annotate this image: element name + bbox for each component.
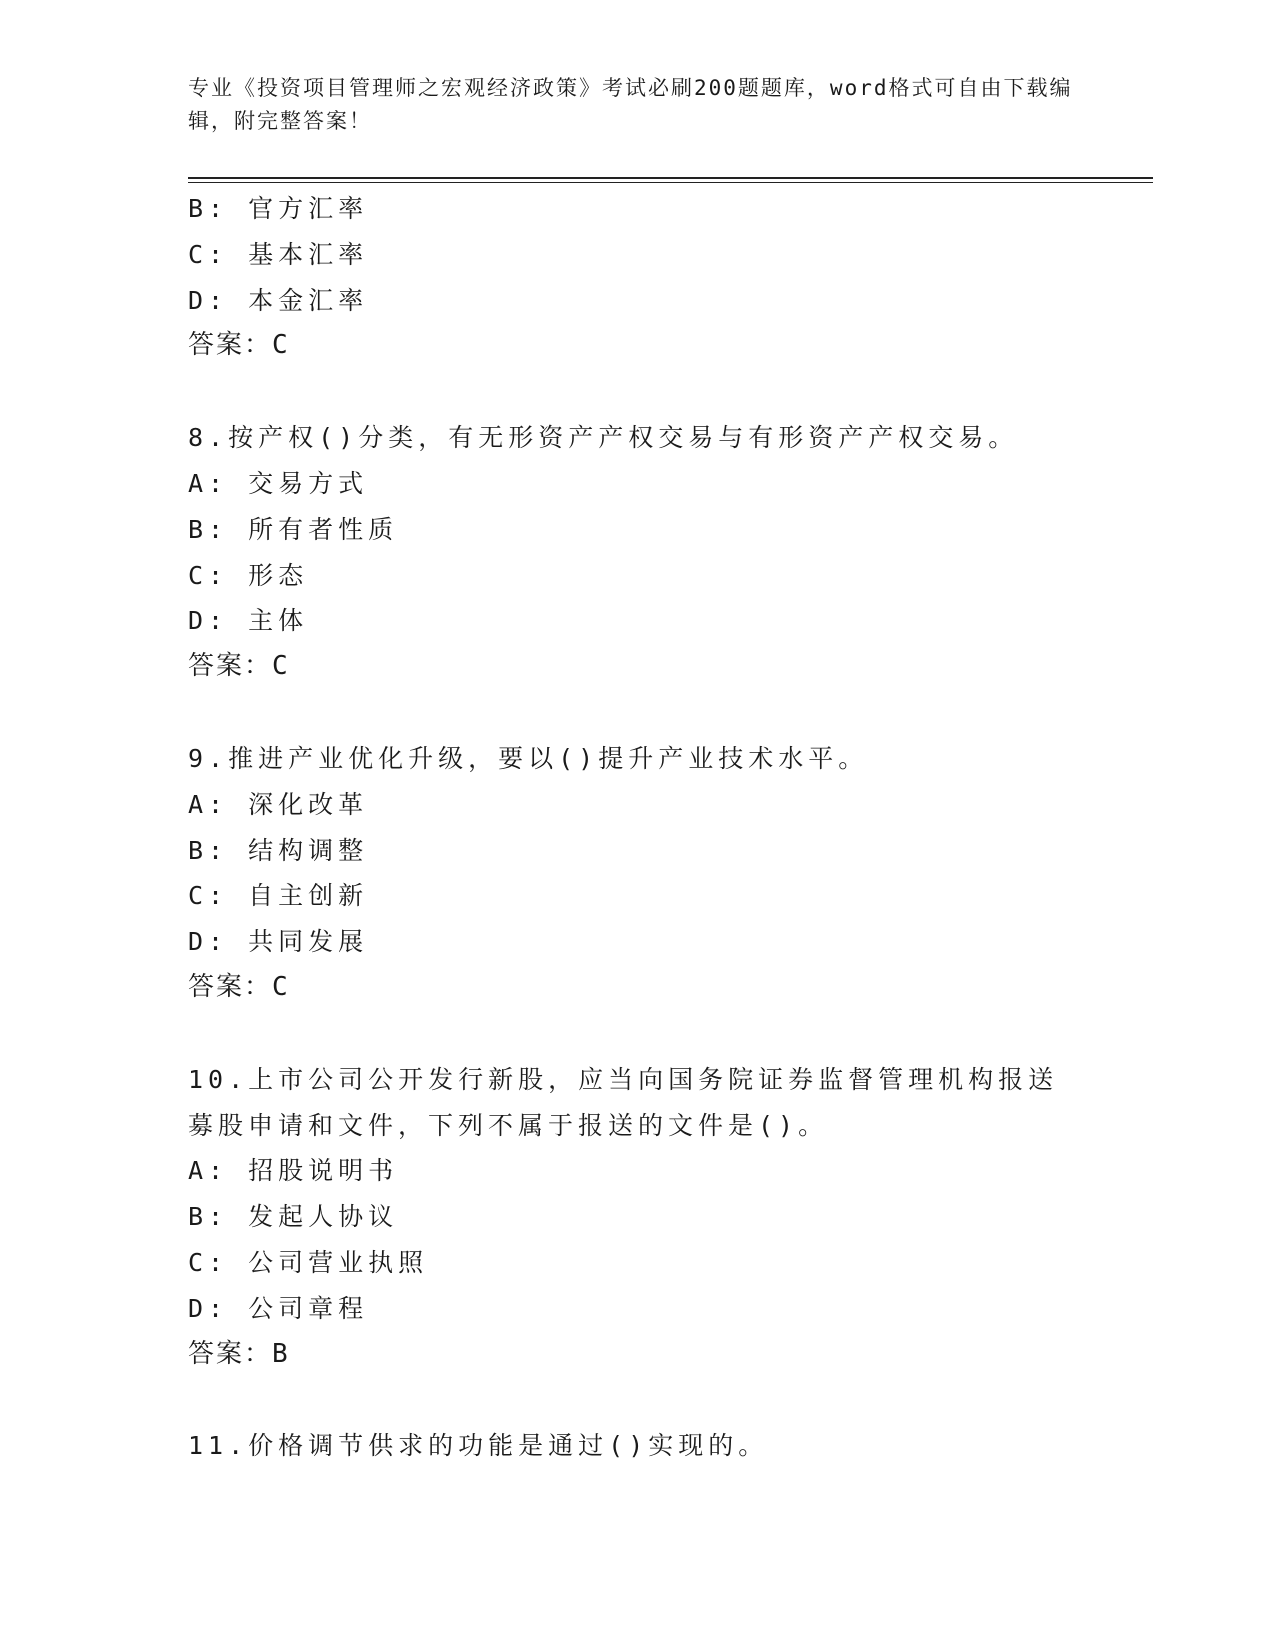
question-fragment: [188, 186, 1153, 369]
option-b: B: 发起人协议: [188, 1202, 399, 1232]
option-d: D: 公司章程: [188, 1293, 369, 1323]
answer: 答案：C: [188, 971, 290, 1002]
header-rule-thick: [188, 177, 1153, 179]
question-10: [188, 1057, 1153, 1378]
question-8: [188, 415, 1153, 690]
answer: 答案：C: [188, 651, 290, 682]
option-c: C: 形态: [188, 560, 309, 590]
question-text: 10.上市公司公开发行新股，应当向国务院证券监督管理机构报送募股申请和文件，下列不属于报送的文件是()。: [188, 1064, 1059, 1140]
option-b: B: 结构调整: [188, 835, 369, 865]
option-a: A: 交易方式: [188, 468, 369, 498]
header-rule-thin: [188, 182, 1153, 183]
option-a: A: 深化改革: [188, 789, 369, 819]
option-d: D: 本金汇率: [188, 285, 369, 315]
question-list: [188, 186, 1153, 1469]
answer: 答案：C: [188, 330, 290, 361]
question-text: 8.按产权()分类，有无形资产产权交易与有形资产产权交易。: [188, 423, 1019, 453]
option-c: C: 基本汇率: [188, 239, 369, 269]
question-9: [188, 736, 1153, 1011]
option-a: A: 招股说明书: [188, 1156, 399, 1186]
question-11: [188, 1423, 1153, 1469]
option-c: C: 自主创新: [188, 881, 369, 911]
option-b: B: 所有者性质: [188, 514, 399, 544]
option-c: C: 公司营业执照: [188, 1247, 429, 1277]
document-header: 专业《投资项目管理师之宏观经济政策》考试必刷200题题库，word格式可自由下载编辑，附完整答案！: [188, 76, 1073, 133]
answer: 答案：B: [188, 1338, 290, 1369]
question-text: 9.推进产业优化升级，要以()提升产业技术水平。: [188, 743, 869, 773]
option-d: D: 主体: [188, 606, 309, 636]
option-b: B: 官方汇率: [188, 194, 369, 223]
option-d: D: 共同发展: [188, 927, 369, 957]
question-text: 11.价格调节供求的功能是通过()实现的。: [188, 1431, 769, 1461]
